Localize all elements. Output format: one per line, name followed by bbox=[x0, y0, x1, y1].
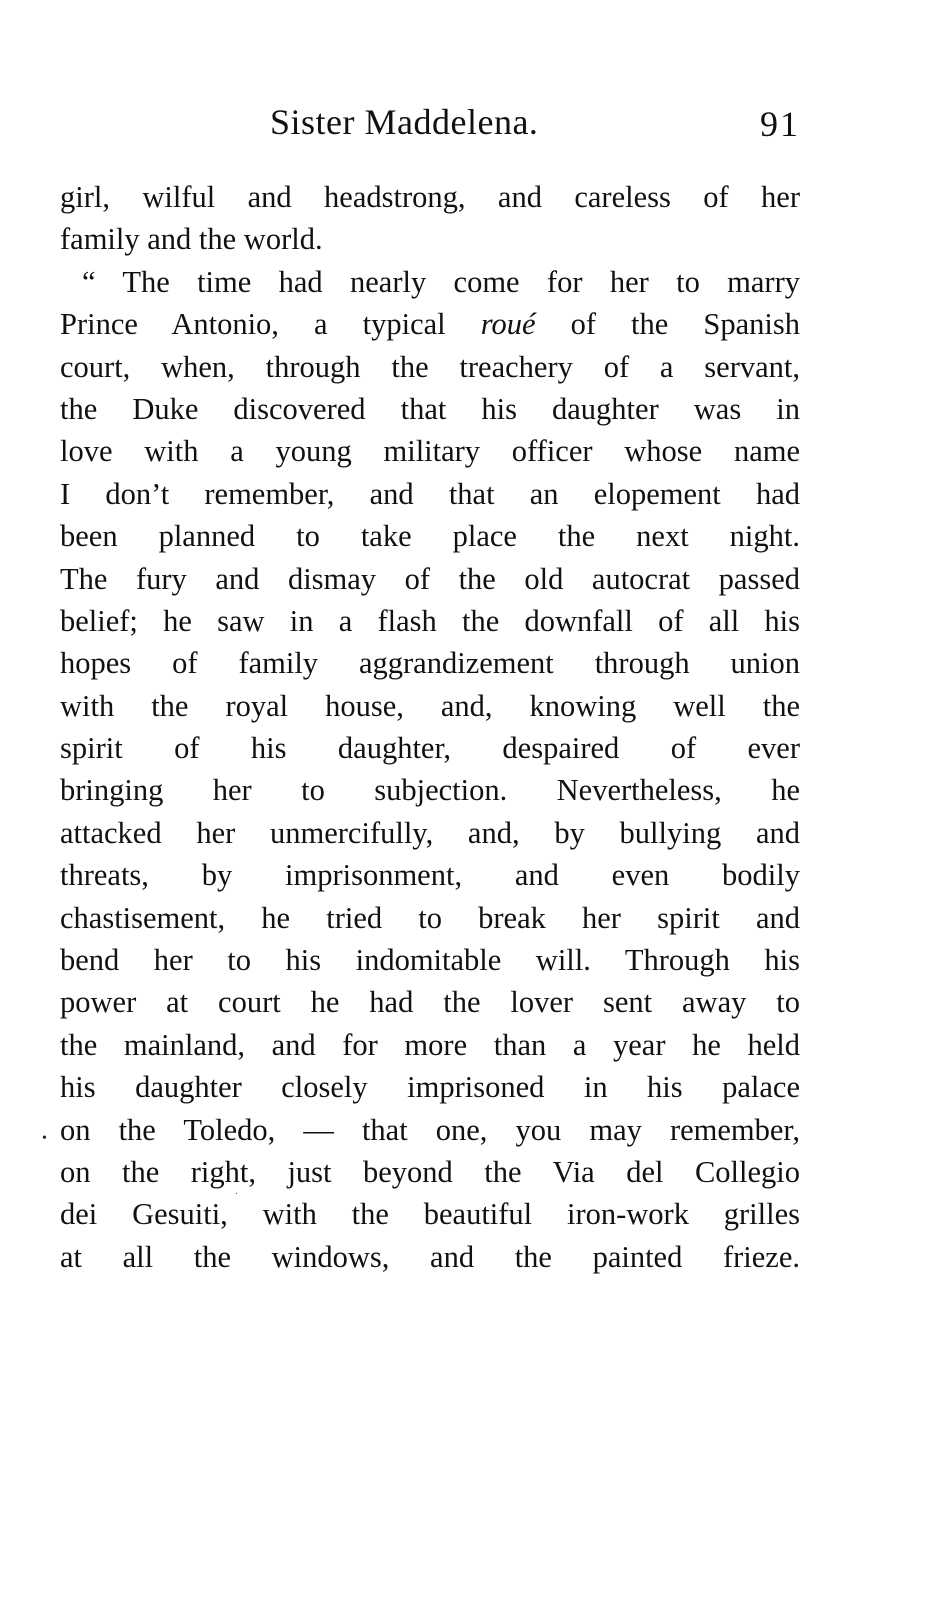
text-line: on the Toledo, — that one, you may remember, bbox=[60, 1112, 800, 1147]
text-line: girl, wilful and headstrong, and careless of her bbox=[60, 180, 800, 214]
text-line: power at court he had the lover sent away to bbox=[60, 985, 800, 1020]
text-line: bringing her to subjection. Nevertheless, he bbox=[60, 773, 800, 808]
text-line: chastisement, he tried to break her spirit and bbox=[60, 900, 800, 935]
page-number: 91 bbox=[760, 104, 800, 144]
text-line: The fury and dismay of the old autocrat passed bbox=[60, 561, 800, 596]
italic-word: roué bbox=[480, 307, 536, 342]
text-line: threats, by imprisonment, and even bodily bbox=[60, 858, 800, 893]
text-line: the mainland, and for more than a year he held bbox=[60, 1027, 800, 1062]
ink-speck: · bbox=[235, 1189, 239, 1200]
text-line: family and the world. bbox=[60, 222, 323, 257]
text-line: dei Gesuiti, with the beautiful iron-work grilles bbox=[60, 1197, 800, 1232]
text-line: at all the windows, and the painted frieze. bbox=[60, 1239, 800, 1274]
body-text bbox=[60, 176, 800, 1278]
text-line: I don’t remember, and that an elopement had bbox=[60, 476, 800, 511]
text-line: “ The time had nearly come for her to marry bbox=[82, 264, 800, 299]
text-line: belief; he saw in a flash the downfall of all his bbox=[60, 603, 800, 638]
text-line: with the royal house, and, knowing well the bbox=[60, 688, 800, 723]
running-title: Sister Maddelena. bbox=[270, 102, 539, 142]
page-header bbox=[60, 98, 800, 146]
text-line: bend her to his indomitable will. Through his bbox=[60, 943, 800, 978]
text-line: love with a young military officer whose name bbox=[60, 434, 800, 469]
ink-speck: • bbox=[42, 1131, 47, 1146]
text-line: his daughter closely imprisoned in his palace bbox=[60, 1070, 800, 1105]
text-line: on the right, just beyond the Via del Collegio bbox=[60, 1154, 800, 1189]
text-line: Prince Antonio, a typical roué of the Spanish bbox=[60, 307, 800, 342]
text-line: been planned to take place the next night. bbox=[60, 519, 800, 554]
text-line: hopes of family aggrandizement through union bbox=[60, 646, 800, 681]
text-line: court, when, through the treachery of a servant, bbox=[60, 349, 800, 384]
text-line: spirit of his daughter, despaired of ever bbox=[60, 731, 800, 766]
text-line: attacked her unmercifully, and, by bullying and bbox=[60, 815, 800, 850]
text-line: the Duke discovered that his daughter was in bbox=[60, 391, 800, 426]
